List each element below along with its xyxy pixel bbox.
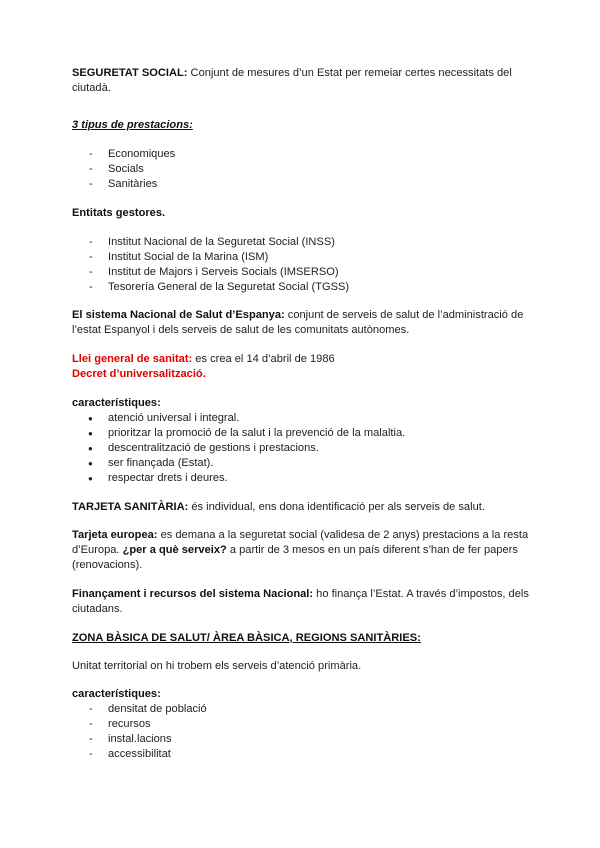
- seguretat-text: Conjunt de mesures d’un Estat per remeiar certes necessitats del ciutadà.: [72, 67, 512, 94]
- zona-heading: [72, 631, 532, 646]
- europea-paragraph: [72, 528, 532, 573]
- financament-text: ho finança l’Estat. A través d’impostos, dels ciutadans.: [72, 588, 529, 615]
- caracteristiques2-list: [72, 702, 532, 762]
- decret-line: [72, 367, 532, 382]
- caracteristiques2-heading: [72, 687, 532, 702]
- sistema-title: El sistema Nacional de Salut d’Espanya:: [72, 309, 285, 321]
- list-item: - Institut Nacional de la Seguretat Social (INSS): [72, 235, 532, 250]
- europea-text: es demana a la seguretat social (validesa de 2 anys) prestacions a la resta d’Europa.: [72, 529, 529, 556]
- list-item: - Sanitàries: [72, 177, 532, 192]
- list-item: - Economiques: [72, 147, 532, 162]
- list-item: - densitat de població: [72, 702, 532, 717]
- list-item: - recursos: [72, 717, 532, 732]
- caracteristiques2-title: característiques:: [72, 688, 161, 700]
- list-item: - Institut de Majors i Serveis Socials (IMSERSO): [72, 265, 532, 280]
- zona-text: Unitat territorial on hi trobem els serveis d’atenció primària.: [72, 660, 362, 672]
- europea-text2: a partir de 3 mesos en un país diferent s’han de fer papers (renovacions).: [72, 544, 518, 571]
- prestacions-list: [72, 147, 532, 192]
- list-item: - Socials: [72, 162, 532, 177]
- list-item: - accessibilitat: [72, 747, 532, 762]
- tarjeta-paragraph: [72, 500, 532, 515]
- caracteristiques1-heading: [72, 396, 532, 411]
- llei-paragraph: [72, 352, 532, 367]
- tarjeta-title: TARJETA SANITÀRIA:: [72, 501, 189, 513]
- caracteristiques1-list: [72, 411, 532, 486]
- entitats-list: [72, 235, 532, 295]
- financament-paragraph: [72, 587, 532, 617]
- tarjeta-text: és individual, ens dona identificació per als serveis de salut.: [188, 501, 485, 513]
- seguretat-paragraph: [72, 66, 532, 96]
- list-item: ● atenció universal i integral.: [72, 411, 532, 426]
- entitats-heading: [72, 206, 532, 221]
- sistema-paragraph: [72, 308, 532, 338]
- list-item: ● descentralització de gestions i prestacions.: [72, 441, 532, 456]
- caracteristiques1-title: característiques:: [72, 397, 161, 409]
- entitats-title: Entitats gestores.: [72, 207, 166, 219]
- prestacions-title: 3 tipus de prestacions:: [72, 119, 193, 131]
- seguretat-title: SEGURETAT SOCIAL:: [72, 67, 188, 79]
- list-item: ● respectar drets i deures.: [72, 471, 532, 486]
- list-item: - instal.lacions: [72, 732, 532, 747]
- list-item: ● prioritzar la promoció de la salut i la prevenció de la malaltia.: [72, 426, 532, 441]
- list-item: - Institut Social de la Marina (ISM): [72, 250, 532, 265]
- europea-title: Tarjeta europea:: [72, 529, 158, 541]
- prestacions-heading: [72, 118, 532, 133]
- llei-text: es crea el 14 d’abril de 1986: [192, 353, 335, 365]
- llei-title: Llei general de sanitat:: [72, 353, 193, 365]
- zona-title: ZONA BÀSICA DE SALUT/ ÀREA BÀSICA, REGIONS SANITÀRIES:: [72, 632, 421, 644]
- list-item: ● ser finançada (Estat).: [72, 456, 532, 471]
- sistema-text: conjunt de serveis de salut de l’administració de l’estat Espanyol i dels serveis de salut de les comunitats autònomes.: [72, 309, 524, 336]
- decret-title: Decret d’universalització.: [72, 368, 206, 380]
- europea-question: ¿per a què serveix?: [122, 544, 227, 556]
- financament-title: Finançament i recursos del sistema Nacional:: [72, 588, 314, 600]
- list-item: - Tesorería General de la Seguretat Social (TGSS): [72, 280, 532, 295]
- document-page: [72, 66, 532, 762]
